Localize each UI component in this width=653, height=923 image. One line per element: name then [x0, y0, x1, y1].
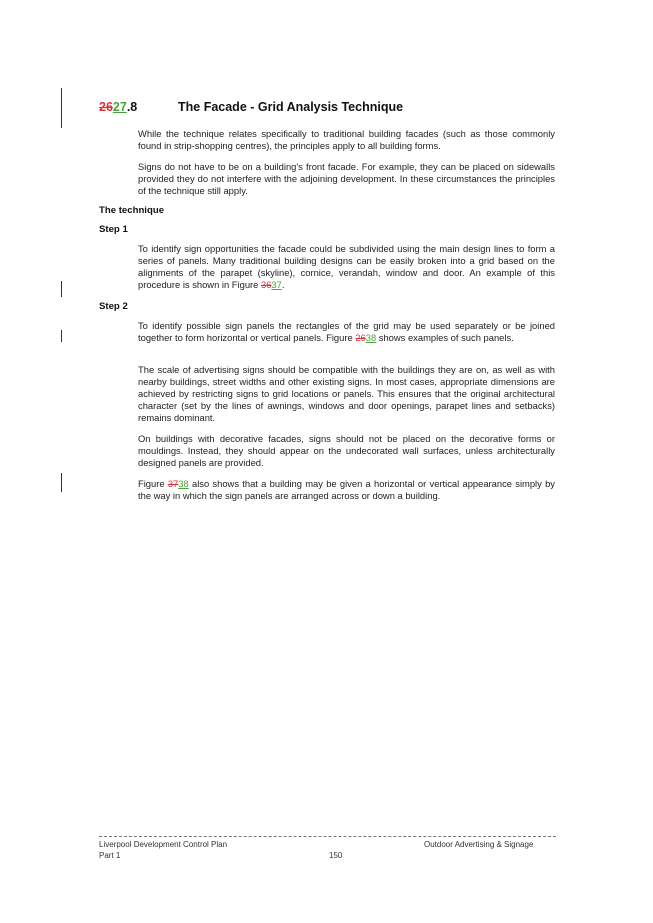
- step-2-text: Figure: [138, 478, 168, 489]
- step-2-heading: Step 2: [99, 301, 128, 312]
- step-2-paragraph-4: [138, 478, 555, 502]
- section-number-suffix: .8: [126, 100, 138, 114]
- figure-ref-deleted: 37: [167, 478, 179, 489]
- figure-ref-inserted: 38: [178, 478, 189, 489]
- footer-document-title: Liverpool Development Control Plan: [99, 840, 228, 849]
- figure-ref-deleted: 26: [355, 332, 366, 344]
- change-bar: [61, 88, 62, 128]
- step-2-paragraph-2: The scale of advertising signs should be compatible with the buildings they are on, as well as with nearby buildings, street widths and other existing signs. In most cases, appropriate dimensions are achieved by restricting signs to grid locations or panels. This ensures that the original architectural character (set by the lines of awnings, windows and door openings, parapet lines and setbacks) remains dominant.: [138, 364, 555, 424]
- step-2-text-end: shows examples of such panels.: [376, 332, 514, 344]
- section-heading: [99, 100, 404, 114]
- change-bar: [61, 473, 62, 492]
- step-1-paragraph: [138, 243, 555, 291]
- page-number: 150: [329, 851, 343, 860]
- footer-section-name: Outdoor Advertising & Signage: [424, 840, 534, 849]
- figure-ref-deleted: 36: [260, 279, 272, 291]
- figure-ref-inserted: 37: [271, 279, 282, 291]
- footer-part: Part 1: [99, 851, 121, 860]
- change-bar: [61, 281, 62, 297]
- technique-heading: The technique: [99, 205, 165, 216]
- intro-paragraph-1: While the technique relates specifically to traditional building facades (such as those commonly found in strip-shopping centres), the principles apply to all building forms.: [138, 128, 555, 152]
- step-2-text: To identify possible sign panels the rectangles of the grid may be used separately or be joined together to form horizontal or vertical panels. Figure: [138, 320, 555, 344]
- step-2-text-end: also shows that a building may be given a horizontal or vertical appearance simply by the way in which the sign panels are arranged across or down a building.: [138, 478, 555, 502]
- section-number-deleted: 26: [99, 100, 113, 114]
- section-title: The Facade - Grid Analysis Technique: [178, 100, 404, 114]
- step-2-paragraph-1: [138, 320, 555, 344]
- footer-divider: [99, 836, 556, 837]
- figure-ref-inserted: 38: [365, 332, 377, 344]
- step-1-text: To identify sign opportunities the facade could be subdivided using the main design lines to form a series of panels. Many traditional building designs can be easily broken into a grid based on the alignments of the parapet (skyline), cornice, verandah, window and door. An example of this procedure is shown in Figure: [138, 243, 555, 291]
- step-1-heading: Step 1: [99, 224, 128, 235]
- section-number-inserted: 27: [112, 100, 127, 114]
- step-2-paragraph-3: On buildings with decorative facades, signs should not be placed on the decorative forms or mouldings. Instead, they should appear on the undecorated wall surfaces, unless architecturally designed panels are provided.: [138, 433, 555, 469]
- change-bar: [61, 330, 62, 342]
- step-1-text-end: .: [281, 279, 285, 291]
- intro-paragraph-2: Signs do not have to be on a building's front facade. For example, they can be placed on sidewalls provided they do not interfere with the adjoining development. In these circumstances the principles of the technique still apply.: [138, 161, 555, 197]
